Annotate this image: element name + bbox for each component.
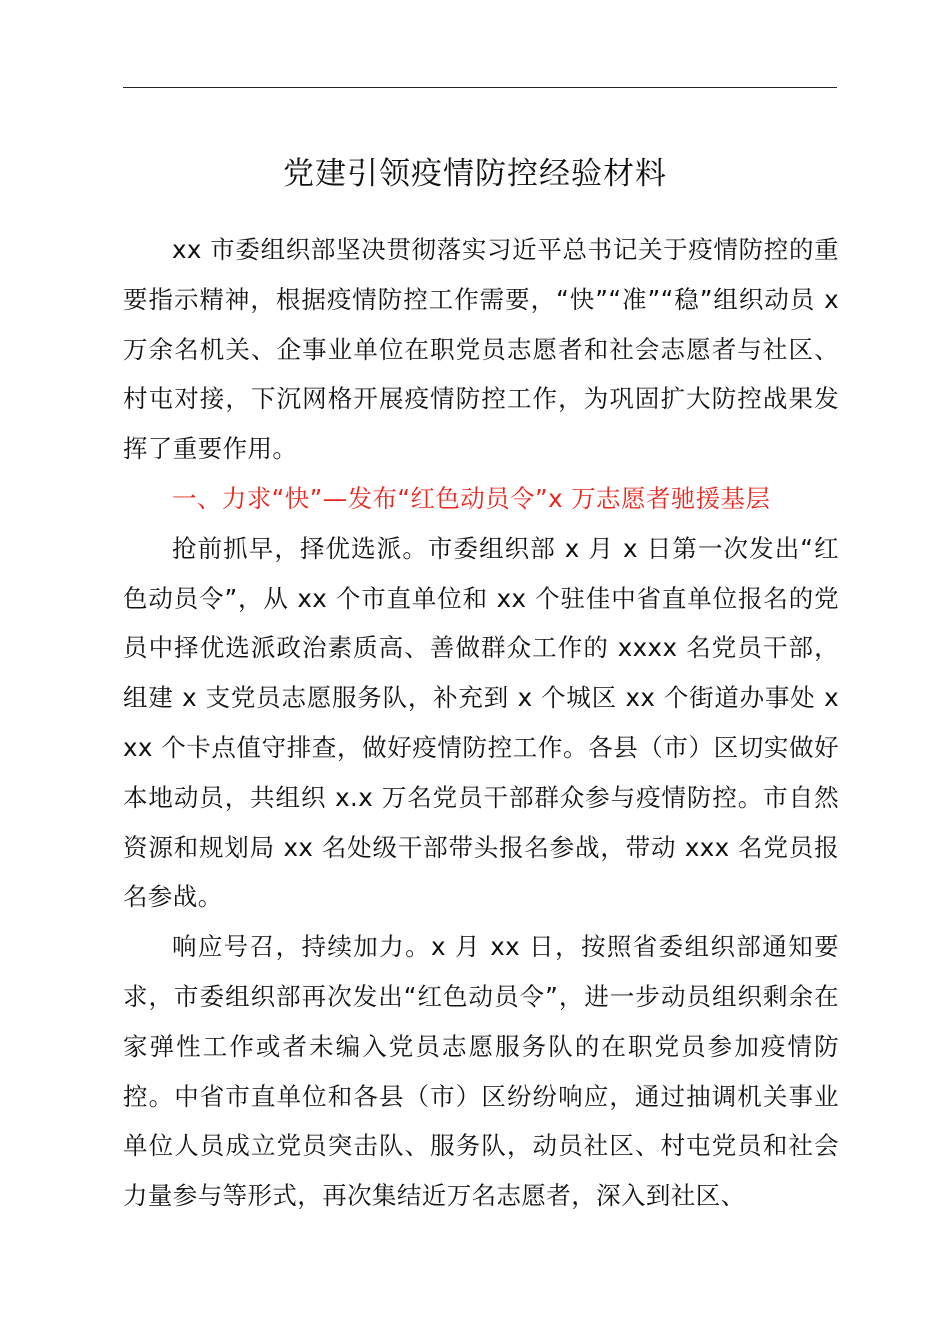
document-title: 党建引领疫情防控经验材料 [283, 156, 667, 192]
section-1-heading: 一、力求“快”—发布“红色动员令”x 万志愿者驰援基层 [172, 483, 771, 513]
section-1-paragraph-1: 抢前抓早，择优选派。市委组织部 x 月 x 日第一次发出“红色动员令”，从 xx 个市直单位和 xx 个驻佳中省直单位报名的党员中择优选派政治素质高、善做群众工作的 xxxx 名党员干部，组建 x 支党员志愿服务队，补充到 x 个城区 xx 个街道办事处 xxx 个卡点值守排查，做好疫情防控工作。各县（市）区切实做好本地动员，共组织 x.x 万名党员干部群众参与疫情防控。市自然资源和规划局 xx 名处级干部带头报名参战，带动 xxx 名党员报名参战。 [123, 533, 839, 912]
section-1-paragraph-2: 响应号召，持续加力。x 月 xx 日，按照省委组织部通知要求，市委组织部再次发出“红色动员令”，进一步动员组织剩余在家弹性工作或者未编入党员志愿服务队的在职党员参加疫情防控。中省市直单位和各县（市）区纷纷响应，通过抽调机关事业单位人员成立党员突击队、服务队，动员社区、村屯党员和社会力量参与等形式，再次集结近万名志愿者，深入到社区、 [123, 932, 839, 1211]
intro-paragraph: xx 市委组织部坚决贯彻落实习近平总书记关于疫情防控的重要指示精神，根据疫情防控工作需要，“快”“准”“稳”组织动员 x 万余名机关、企事业单位在职党员志愿者和社会志愿者与社区、村屯对接，下沉网格开展疫情防控工作，为巩固扩大防控战果发挥了重要作用。 [123, 235, 839, 464]
header-rule [123, 87, 837, 88]
document-body [123, 225, 839, 1221]
